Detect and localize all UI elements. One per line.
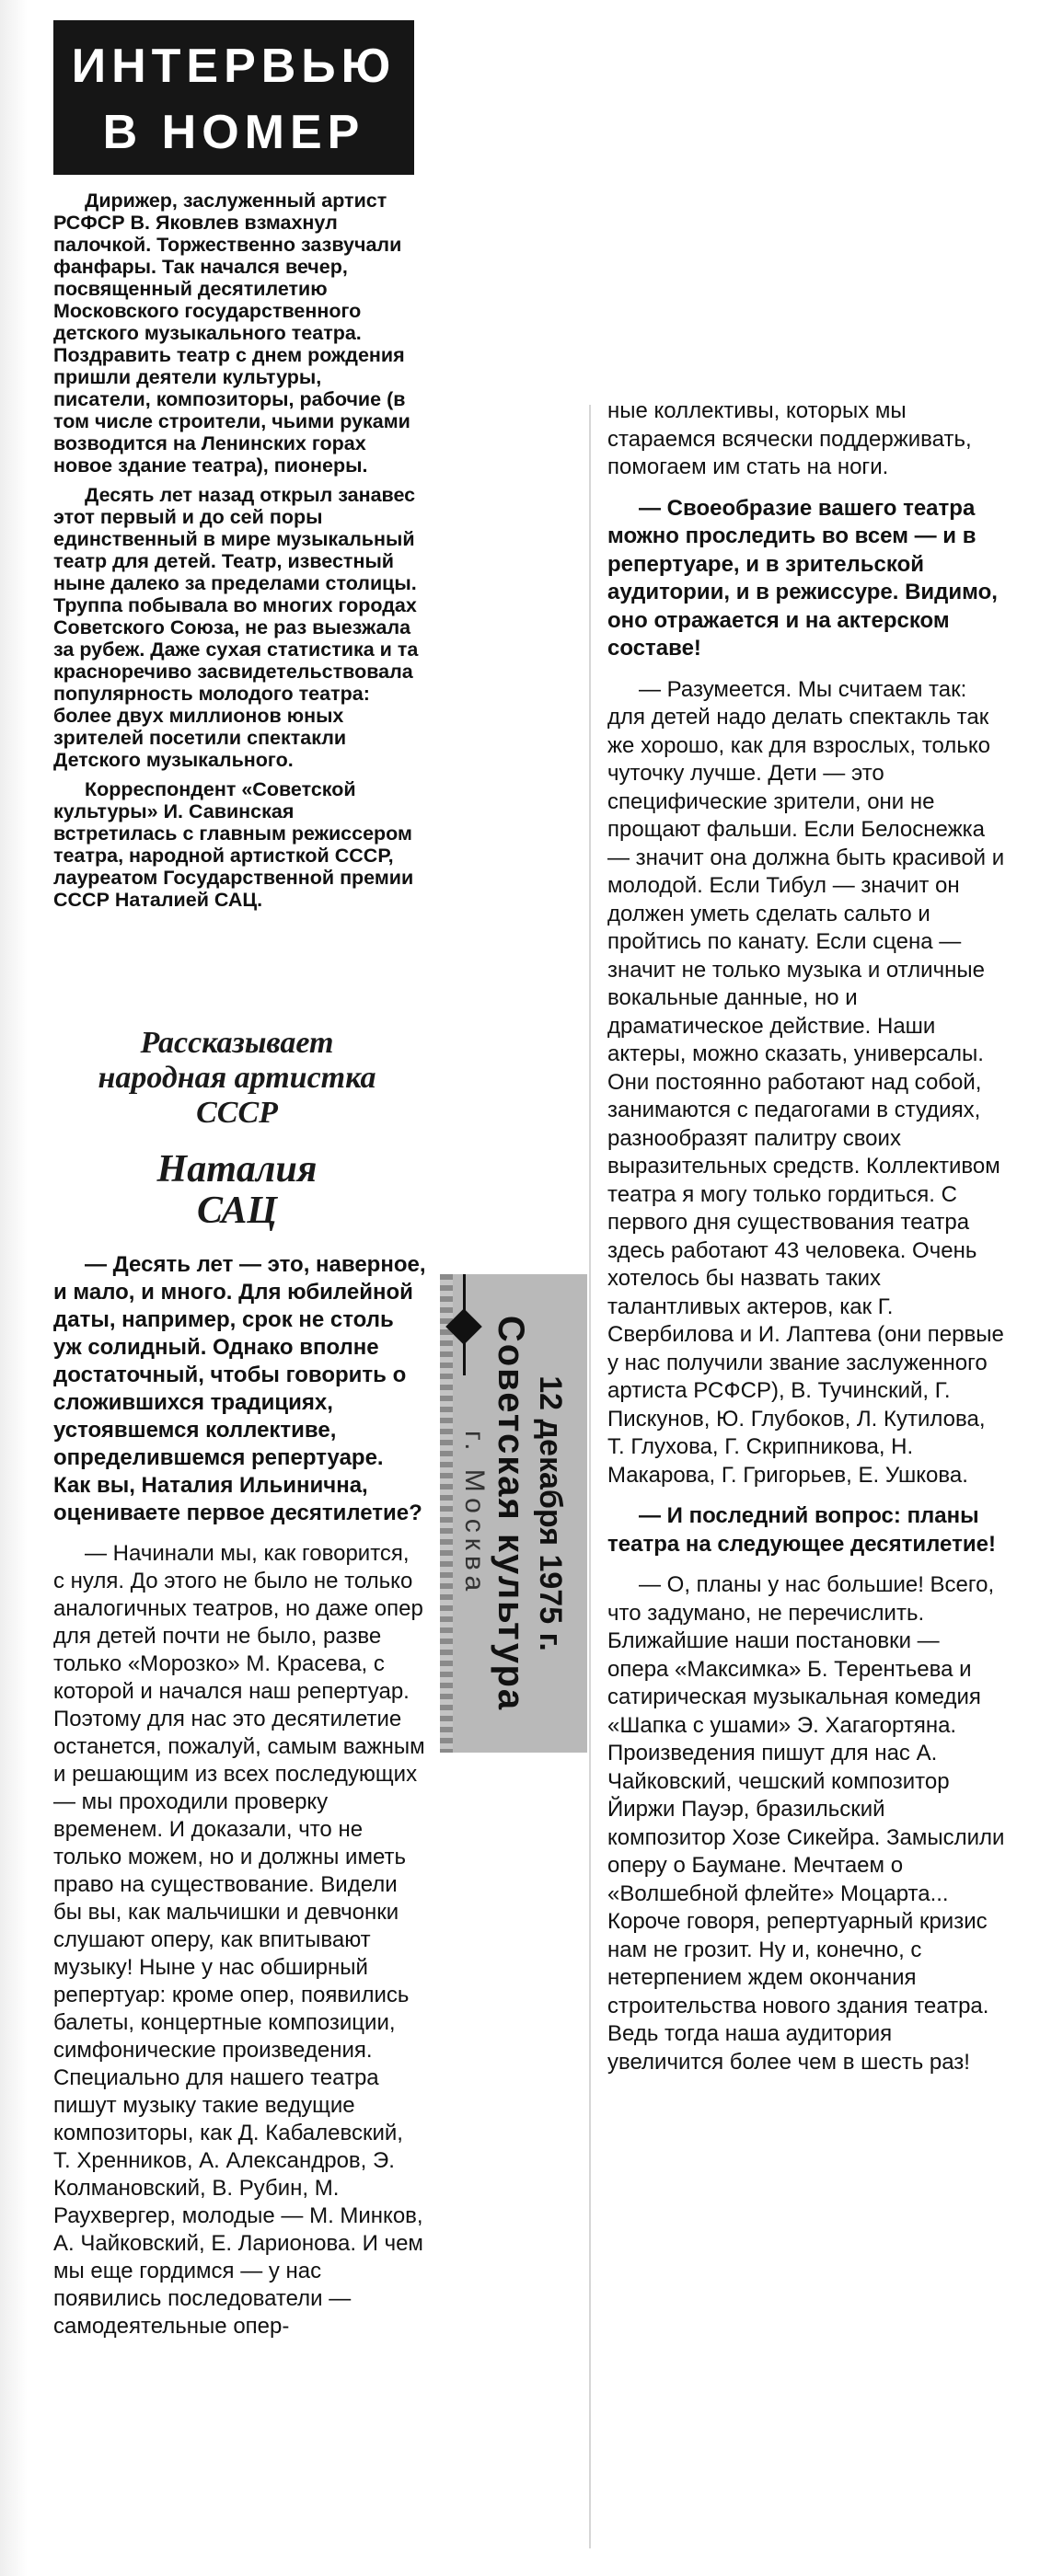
column-divider <box>589 405 591 2548</box>
continued-paragraph: ные коллективы, которых мы стараемся всячески поддерживать, помогаем им стать на ноги. <box>607 398 972 479</box>
intro-paragraph: Корреспондент «Советской культуры» И. Савинская встретилась с главным режиссером театра, народной артисткой СССР, лауреатом Государственной премии СССР Наталией САЦ. <box>53 778 414 911</box>
stamp-edge <box>440 1274 453 1753</box>
question-paragraph: — Десять лет — это, наверное, и мало, и много. Для юбилейной даты, например, срок не столь уж солидный. Однако вполне достаточный, чтобы говорить о сложившихся традициях, устоявшемся коллективе, определившемся репертуаре. Как вы, Наталия Ильинична, оцениваете первое десятилетие? <box>53 1252 426 1525</box>
intro-text <box>53 190 422 911</box>
answer-paragraph: — Начинали мы, как говорится, с нуля. До этого не было не только аналогичных театров, но даже опер для детей почти не было, разве только «Морозко» М. Красева, с которой и начался наш репертуар. Поэтому для нас это десятилетие останется, пожалуй, самым важным и решающим из всех последующих — мы проходили проверку временем. И доказали, что не только можем, но и должны иметь право на существование. Видели бы вы, как мальчишки и девчонки слушают оперу, как впитывают музыку! Ныне у нас обширный репертуар: кроме опер, появились балеты, концертные композиции, симфонические произведения. Специально для нашего театра пишут музыку такие ведущие композиторы, как Д. Кабалевский, Т. Хренников, А. Александров, Э. Колмановский, В. Рубин, М. Раухвергер, молодые — М. Минков, А. Чайковский, Е. Ларионова. И чем мы еще гордимся — у нас появились последователи — самодеятельные опер- <box>53 1541 425 2339</box>
right-column-body <box>607 397 1005 2076</box>
byline-surname: САЦ <box>196 1190 278 1232</box>
stamp-date: 12 декабря 1975 г. <box>533 1375 568 1651</box>
byline <box>55 1026 419 1232</box>
byline-name: Наталия <box>156 1148 318 1190</box>
left-column-body <box>53 1251 426 2340</box>
scan-edge <box>0 0 28 2576</box>
question-paragraph: — И последний вопрос: планы театра на следующее десятилетие! <box>607 1503 996 1557</box>
stamp-text <box>458 1316 569 1711</box>
rubric-heading <box>53 20 414 175</box>
question-paragraph: — Своеобразие вашего театра можно проследить во всем — и в репертуаре, и в зрительской аудитории, и в режиссуре. Видимо, оно отражается и на актерском составе! <box>607 495 998 661</box>
rubric-heading-line2: В НОМЕР <box>102 106 365 159</box>
intro-paragraph: Десять лет назад открыл занавес этот первый и до сей поры единственный в мире музыкальный театр для детей. Театр, известный ныне далеко за пределами столицы. Труппа побывала во многих городах Советского Союза, не раз выезжала за рубеж. Даже сухая статистика и та красноречиво засвидетельствовала популярность молодого театра: более двух миллионов юных зрителей посетили спектакли Детского музыкального. <box>53 484 419 771</box>
byline-line: народная артистка <box>98 1061 376 1095</box>
answer-paragraph: — О, планы у нас большие! Всего, что задумано, не перечислить. Ближайшие наши постановки — опера «Максимка» Б. Терентьева и сатирическая музыкальная комедия «Шапка с ушами» Э. Хагагортяна. Произведения пишут для нас А. Чайковский, чешский композитор Йиржи Пауэр, бразильский композитор Хозе Сикейра. Замыслили оперу о Баумане. Мечтаем о «Волшебной флейте» Моцарта... Короче говоря, репертуарный кризис нам не грозит. Ну и, конечно, с нетерпением ждем окончания строительства нового здания театра. Ведь тогда наша аудитория увеличится более чем в шесть раз! <box>607 1572 1005 2075</box>
byline-line: Рассказывает <box>140 1026 334 1060</box>
clipping-stamp <box>440 1274 587 1753</box>
answer-paragraph: — Разумеется. Мы считаем так: для детей надо делать спектакль так же хорошо, как для взрослых, только чуточку лучше. Дети — это специфические зрители, они не прощают фальши. Если Белоснежка — значит она должна быть красивой и молодой. Если Тибул — значит он должен уметь сделать сальто и пройтись по канату. Если сцена — значит не только музыка и отличные вокальные данные, но и драматическое действие. Наши актеры, можно сказать, универсалы. Они постоянно работают над собой, занимаются с педагогами в студиях, разнообразят палитру своих выразительных средств. Коллективом театра я могу только гордиться. С первого дня существования театра здесь работают 43 человека. Очень хотелось бы назвать таких талантливых актеров, как Г. Свербилова и И. Лаптева (они первые у нас получили звание заслуженного артиста РСФСР), В. Тучинский, Г. Пискунов, Ю. Глубоков, Л. Кутилова, Т. Глухова, Г. Скрипникова, Н. Макарова, Г. Григорьев, Е. Ушкова. <box>607 676 1005 1488</box>
byline-line: СССР <box>196 1096 278 1130</box>
stamp-publication: Советская культура <box>491 1315 531 1712</box>
intro-paragraph: Дирижер, заслуженный артист РСФСР В. Яковлев взмахнул палочкой. Торжественно зазвучали фанфары. Так начался вечер, посвященный десятилетию Московского государственного детского музыкального театра. Поздравить театр с днем рождения пришли деятели культуры, писатели, композиторы, рабочие (в том числе строители, чьими руками возводится на Ленинских горах новое здание театра), пионеры. <box>53 190 410 477</box>
rubric-heading-line1: ИНТЕРВЬЮ <box>71 40 397 93</box>
stamp-city: г. Москва <box>459 1430 490 1597</box>
